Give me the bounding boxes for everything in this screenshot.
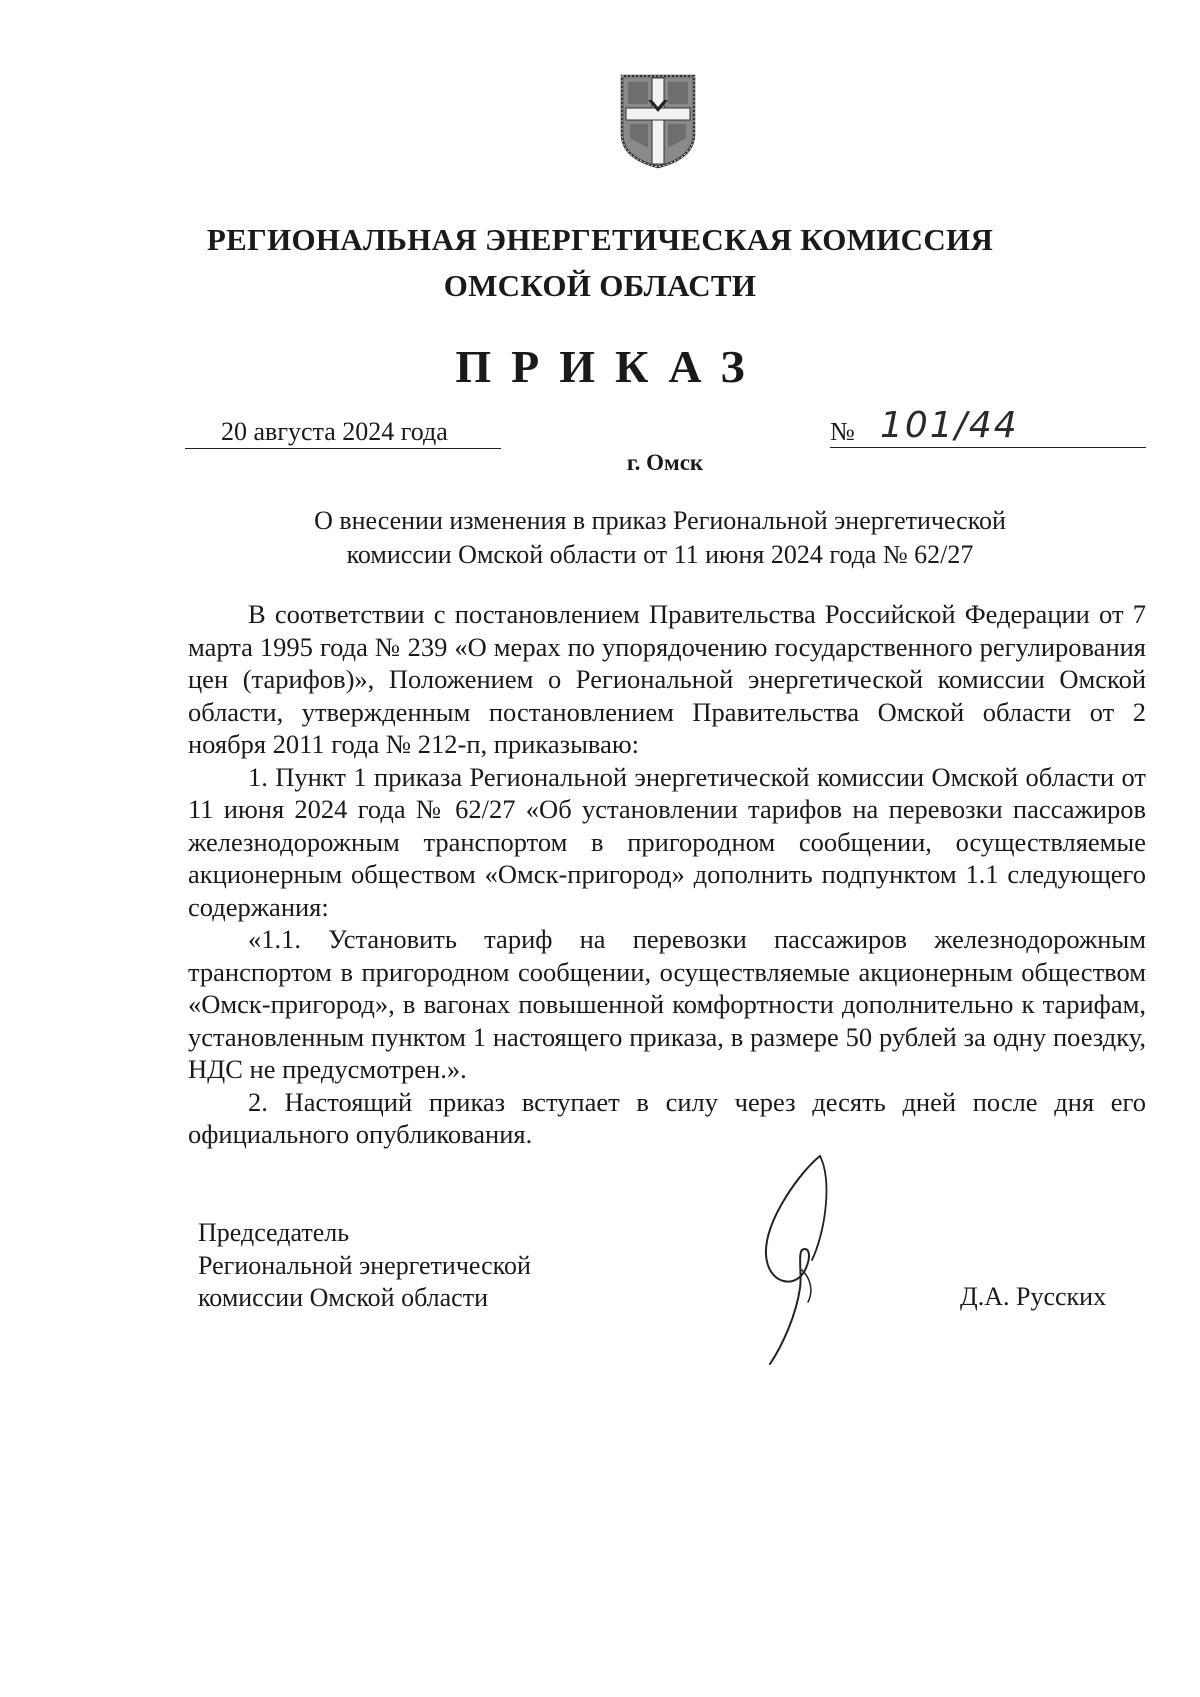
omsk-coat-of-arms-icon: [618, 72, 698, 170]
body-paragraph-preamble: В соответствии с постановлением Правительства Российской Федерации от 7 марта 1995 года № 239 «О мерах по упорядочению государственного регулирования цен (тарифов)», Положением о Региональной энергетической комиссии Омской области, утвержденным постановлением Правительства Омской области от 2 ноября 2011 года № 212-п, приказываю:: [188, 599, 1146, 759]
organization-name-line1: РЕГИОНАЛЬНАЯ ЭНЕРГЕТИЧЕСКАЯ КОМИССИЯ: [206, 222, 994, 257]
signatory-title-line1: Председатель: [198, 1218, 350, 1247]
document-city: г. Омск: [626, 450, 704, 475]
signatory-title-line3: комиссии Омской области: [198, 1283, 488, 1312]
document-title: ПРИКАЗ: [455, 341, 765, 392]
body-paragraph-item-1: 1. Пункт 1 приказа Региональной энергетической комиссии Омской области от 11 июня 2024 года № 62/27 «Об установлении тарифов на перевозки пассажиров железнодорожным транспортом в пригородном сообщении, осуществляемые акционерным обществом «Омск-пригород» дополнить подпунктом 1.1 следующего содержания:: [188, 761, 1146, 922]
document-number-handwritten: 101/44: [880, 405, 1019, 446]
subject-line1: О внесении изменения в приказ Региональной энергетической: [314, 506, 1006, 535]
document-body: [188, 598, 1146, 1151]
signatory-title: [198, 1217, 531, 1315]
document-subject: [240, 504, 1080, 572]
number-sign: №: [830, 417, 855, 446]
signatory-name: Д.А. Русских: [960, 1282, 1107, 1311]
organization-name-line2: ОМСКОЙ ОБЛАСТИ: [443, 268, 757, 303]
signatory-title-line2: Региональной энергетической: [198, 1250, 531, 1280]
body-paragraph-item-2: 2. Настоящий приказ вступает в силу через десять дней после дня его официального опубликования.: [188, 1086, 1146, 1149]
handwritten-signature-icon: [742, 1150, 862, 1370]
document-date: 20 августа 2024 года: [185, 416, 501, 449]
subject-line2: комиссии Омской области от 11 июня 2024 года № 62/27: [346, 540, 974, 569]
document-number-field: [830, 405, 1146, 448]
body-paragraph-item-1-1: «1.1. Установить тариф на перевозки пассажиров железнодорожным транспортом в пригородном сообщении, осуществляемые акционерным обществом «Омск-пригород», в вагонах повышенной комфортности дополнительно к тарифам, установленным пунктом 1 настоящего приказа, в размере 50 рублей за одну поездку, НДС не предусмотрен.».: [188, 924, 1146, 1084]
